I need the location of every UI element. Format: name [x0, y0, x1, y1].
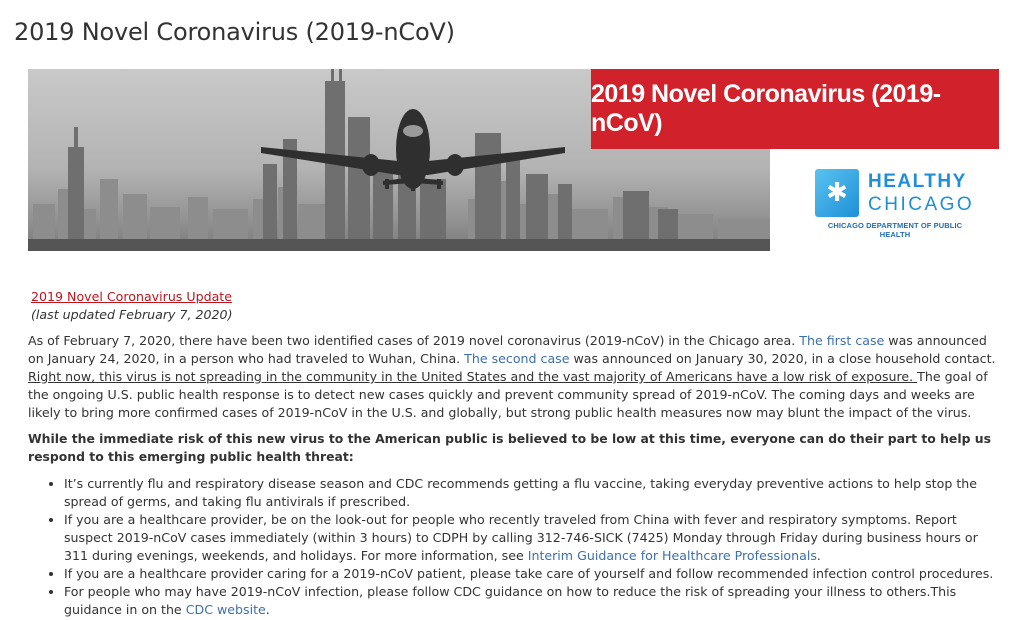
- first-case-link[interactable]: The first case: [799, 333, 885, 348]
- emphasis-paragraph: While the immediate risk of this new virus to the American public is believed to be low at this time, everyone can do their part to help us respond to this emerging public health threat:: [28, 431, 991, 464]
- interim-guidance-link[interactable]: Interim Guidance for Healthcare Professionals: [527, 548, 817, 563]
- list-item-text: If you are a healthcare provider, be on the look-out for people who recently traveled from China with fever and respiratory symptoms. Report suspect 2019-nCoV cases immediately (within 3 hours) to CDPH by calling 312-746-SICK (7425) Monday through Friday during business hours or 311 during evenings, weekends, and holidays. For more information, see: [64, 512, 978, 563]
- risk-statement: Right now, this virus is not spreading in the community in the United States and the vast majority of Americans have a low risk of exposure.: [28, 369, 918, 384]
- last-updated: (last updated February 7, 2020): [31, 307, 233, 322]
- list-item: [64, 583, 1002, 619]
- banner: [28, 69, 999, 251]
- list-item: • It’s currently flu and respiratory disease season and CDC recommends getting a flu vaccine, taking everyday preventive actions to help stop the spread of germs, and taking flu antivirals if prescribed.: [64, 475, 1002, 511]
- banner-headline: 2019 Novel Coronavirus (2019-nCoV): [591, 80, 941, 137]
- main-content: [28, 288, 1002, 619]
- healthy-chicago-logo: [815, 169, 975, 239]
- update-link[interactable]: 2019 Novel Coronavirus Update: [31, 289, 232, 304]
- logo-line-1: HEALTHY: [868, 171, 967, 192]
- star-icon: ✱: [815, 169, 859, 217]
- list-item-end: .: [265, 602, 270, 617]
- intro-text-3: was announced on January 30, 2020, in a close household contact.: [569, 351, 996, 366]
- banner-headline-box: [591, 69, 999, 149]
- logo-line-2: CHICAGO: [868, 194, 975, 215]
- list-item-end: .: [816, 548, 821, 563]
- intro-paragraph: [28, 332, 1002, 422]
- guidance-list: [28, 475, 1002, 619]
- list-item-text: For people who may have 2019-nCoV infection, please follow CDC guidance on how to reduce the risk of spreading your illness to others.This guidance in on the: [64, 584, 957, 617]
- list-item: [64, 511, 1002, 565]
- logo-subline: CHICAGO DEPARTMENT OF PUBLIC HEALTH: [827, 221, 963, 239]
- intro-text-1: As of February 7, 2020, there have been two identified cases of 2019 novel coronavirus (2019-nCoV) in the Chicago area.: [28, 333, 800, 348]
- second-case-link[interactable]: The second case: [464, 351, 570, 366]
- cdc-website-link[interactable]: CDC website: [185, 602, 266, 617]
- intro-text-4: The goal of the ongoing U.S. public health response is to detect new cases quickly and prevent community spread of 2019-nCoV. The coming days and weeks are likely to bring more confirmed cases of 2019-nCoV in the U.S. and globally, but strong public health measures now may blunt the impact of the virus.: [28, 369, 988, 420]
- list-item: • If you are a healthcare provider caring for a 2019-nCoV patient, please take care of yourself and follow recommended infection control procedures.: [64, 565, 1002, 583]
- page-title: 2019 Novel Coronavirus (2019-nCoV): [14, 18, 455, 46]
- intro-text-2: was announced on January 24, 2020, in a person who had traveled to Wuhan, China.: [28, 333, 987, 366]
